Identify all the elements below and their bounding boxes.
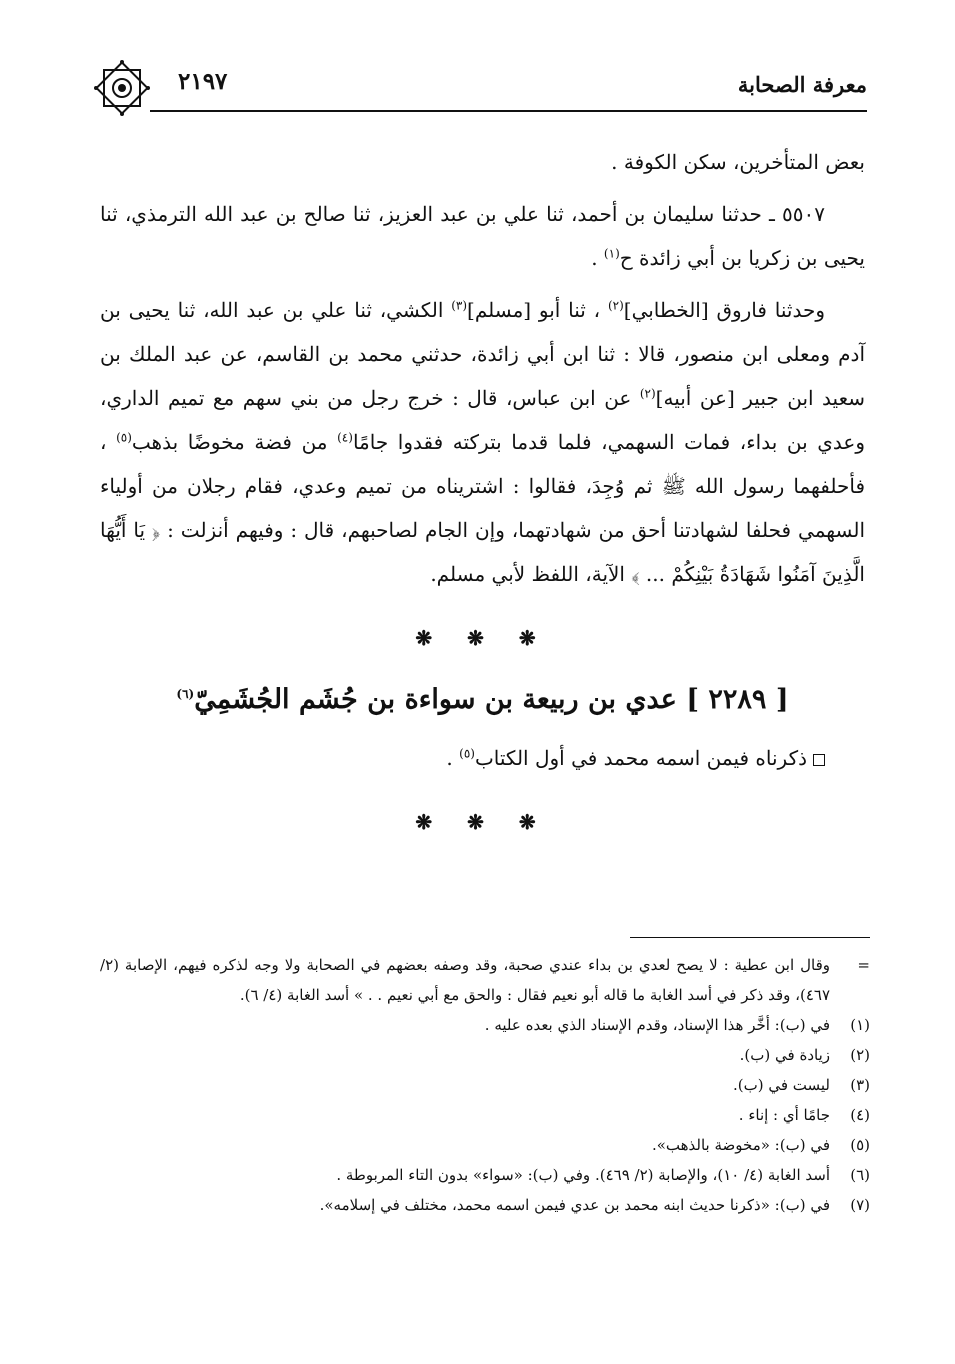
square-bullet-icon [813, 754, 825, 766]
footnote-ref[interactable]: (٢) [639, 386, 656, 401]
footnote-ref[interactable]: (٤) [337, 430, 353, 445]
footnote-ref[interactable]: (٥) [459, 746, 475, 761]
footnote-1: (١) في (ب): أخَّر هذا الإسناد، وقدم الإسناد الذي بعده عليه . [484, 1016, 870, 1034]
entry-heading: [ ٢٢٨٩ ] عدي بن ربيعة بن سواءة بن جُشَم الجُشَمِيّ$^{(٦)}$ [176, 684, 789, 715]
footnote-ref[interactable]: (٢) [607, 298, 624, 313]
page-number: ٢١٩٧ [178, 68, 228, 95]
footnote-ref[interactable]: (٣) [451, 298, 468, 313]
footnote-4: (٤) جامًا أي : إناء . [738, 1106, 870, 1124]
main-text [100, 140, 865, 862]
star-ornament-icon [90, 56, 154, 120]
footnote-ref[interactable]: (١) [603, 246, 620, 261]
footnote-continuation: = وقال ابن عطية : لا يصح لعدي بن بداء عندي صحبة، وقد وصفه بعضهم في الصحابة ولا وجه لذكره فيهم، الإصابة (٢/ ٤٦٧)، وقد ذكر في أسد الغابة ما قاله أبو نعيم فقال : والحق مع أبي نعيم . . » أسد الغابة (٤/ ٦). [100, 956, 870, 1004]
footnote-7: (٧) في (ب): «ذكرنا حديث ابنه محمد بن عدي فيمن اسمه محمد، مختلف في إسلامه». [319, 1196, 870, 1214]
footnote-rule [630, 937, 870, 938]
book-title: معرفة الصحابة [737, 72, 867, 97]
footnote-2: (٢) زيادة في (ب). [739, 1046, 870, 1064]
footnote-ref[interactable]: (٦) [176, 687, 195, 701]
paragraph-hadith-5507: ٥٥٠٧ ـ حدثنا سليمان بن أحمد، ثنا علي بن عبد العزيز، ثنا صالح بن عبد الله الترمذي، ثنا يحيى بن زكريا بن أبي زائدة ح$^{(١)}$ . [100, 202, 865, 270]
footnote-6: (٦) أسد الغابة (٤/ ١٠)، والإصابة (٢/ ٤٦٩). وفي (ب): «سواء» بدون التاء المربوطة . [336, 1166, 870, 1184]
section-divider: ❋ ❋ ❋ [415, 626, 550, 650]
paragraph-1: بعض المتأخرين، سكن الكوفة . [611, 150, 865, 174]
footnote-5: (٥) في (ب): «مخوضة بالذهب». [651, 1136, 870, 1154]
footnotes [100, 950, 870, 1220]
header-rule [150, 110, 867, 112]
running-header [100, 62, 867, 112]
paragraph-isnad: وحدثنا فاروق [الخطابي]$^{(٢)}$ ، ثنا أبو [مسلم]$^{(٣)}$ الكشي، ثنا علي بن عبد الله، ثنا يحيى بن آدم ومعلى ابن منصور، قالا : ثنا ابن أبي زائدة، حدثني محمد بن القاسم، عن عبد الملك بن سعيد ابن جبير [عن أبيه]$^{(٢)}$ عن ابن عباس، قال : خرج رجل من بني سهم مع تميم الداري، وعدي بن بداء، فمات السهمي، فلما قدما بتركته فقدوا جامًا$^{(٤)}$ من فضة مخوضًا بذهب$^{(٥)}$ ، فأحلفهما رسول الله ﷺ ثم وُجِدَ، فقالوا : اشتريناه من تميم وعدي، فقام رجلان من أولياء السهمي فحلفا لشهادتنا أحق من شهادتهما، وإن الجام لصاحبهم، قال : وفيهم أنزلت : ﴿ يَا أَيُّهَا الَّذِينَ آمَنُوا شَهَادَةُ بَيْنِكُمْ ... ﴾ الآية، اللفظ لأبي مسلم. [100, 298, 866, 586]
entry-note: ذكرناه فيمن اسمه محمد في أول الكتاب$^{(٥)}$ . [100, 736, 865, 780]
footnote-3: (٣) ليست في (ب). [732, 1076, 870, 1094]
section-divider-2: ❋ ❋ ❋ [415, 810, 550, 834]
footnote-ref[interactable]: (٥) [116, 430, 132, 445]
